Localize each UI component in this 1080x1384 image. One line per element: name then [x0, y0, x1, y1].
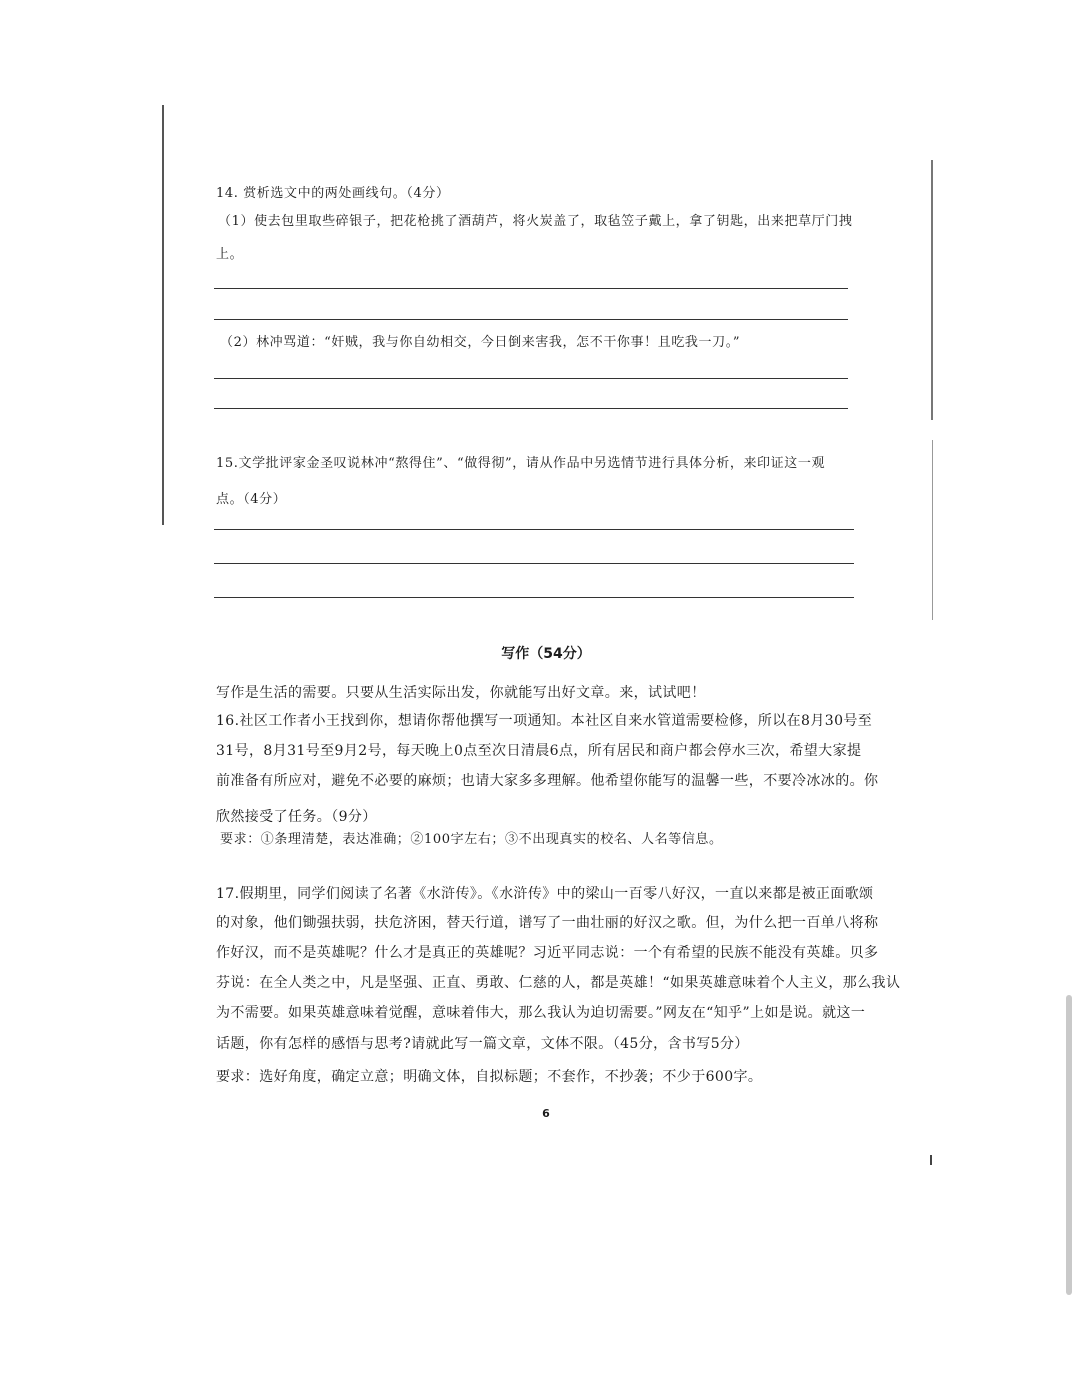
question-17-line3: 作好汉，而不是英雄呢？什么才是真正的英雄呢？习近平同志说：一个有希望的民族不能没有英雄。贝多: [216, 945, 879, 961]
answer-line: [214, 597, 854, 598]
answer-line: [214, 563, 854, 564]
question-17-line1: 17.假期里，同学们阅读了名著《水浒传》。《水浒传》中的梁山一百零八好汉，一直以来都是被正面歌颂: [216, 886, 874, 902]
question-17-line2: 的对象，他们锄强扶弱，扶危济困，替天行道，谱写了一曲壮丽的好汉之歌。但，为什么把一百单八将称: [216, 915, 879, 931]
question-15-line1: 15.文学批评家金圣叹说林冲“熬得住”、“做得彻”，请从作品中另选情节进行具体分析，来印证这一观: [216, 456, 826, 471]
question-17-line6: 话题，你有怎样的感悟与思考?请就此写一篇文章，文体不限。（45分，含书写5分）: [216, 1036, 749, 1052]
question-16-line4: 欣然接受了任务。（9分）: [216, 809, 377, 825]
question-15-line2: 点。（4分）: [216, 492, 287, 507]
question-14-part2: （2）林冲骂道：“奸贼，我与你自幼相交，今日倒来害我，怎不干你事！且吃我一刀。”: [220, 335, 741, 350]
question-16-line3: 前准备有所应对，避免不必要的麻烦；也请大家多多理解。他希望你能写的温馨一些，不要冷冰冰的。你: [216, 773, 879, 789]
writing-section-heading: 写作（54分）: [501, 646, 591, 662]
right-edge-mark: [930, 1155, 932, 1165]
binding-margin-line: [162, 105, 164, 525]
answer-line: [214, 378, 848, 379]
question-17-line5: 为不需要。如果英雄意味着觉醒，意味着伟大，那么我认为迫切需要。”网友在“知乎”上如是说。就这一: [216, 1005, 866, 1021]
question-16-requirements: 要求：①条理清楚，表达准确；②100字左右；③不出现真实的校名、人名等信息。: [220, 832, 723, 847]
writing-intro: 写作是生活的需要。只要从生活实际出发，你就能写出好文章。来，试试吧！: [216, 685, 706, 701]
question-14-part1-line2: 上。: [216, 247, 244, 262]
scrollbar-thumb[interactable]: [1066, 995, 1072, 1295]
question-16-line2: 31号，8月31号至9月2号，每天晚上0点至次日清晨6点，所有居民和商户都会停水三次，希望大家提: [216, 743, 862, 759]
answer-line: [214, 319, 848, 320]
answer-line: [214, 529, 854, 530]
question-14-part1-line1: （1）使去包里取些碎银子，把花枪挑了酒葫芦，将火炭盖了，取毡笠子戴上，拿了钥匙，出来把草厅门拽: [218, 214, 853, 229]
answer-line: [214, 408, 848, 409]
answer-line: [214, 288, 848, 289]
right-margin-line: [931, 160, 933, 420]
question-16-line1: 16.社区工作者小王找到你，想请你帮他撰写一项通知。本社区自来水管道需要检修，所以在8月30号至: [216, 713, 873, 729]
question-14-title: 14. 赏析选文中的两处画线句。（4分）: [216, 186, 450, 201]
right-margin-line-lower: [932, 440, 933, 620]
question-17-requirements: 要求：选好角度，确定立意；明确文体，自拟标题；不套作，不抄袭；不少于600字。: [216, 1069, 763, 1085]
page-number: 6: [542, 1107, 550, 1120]
question-17-line4: 芬说：在全人类之中，凡是坚强、正直、勇敢、仁慈的人，都是英雄！“如果英雄意味着个人主义，那么我认: [216, 975, 901, 991]
